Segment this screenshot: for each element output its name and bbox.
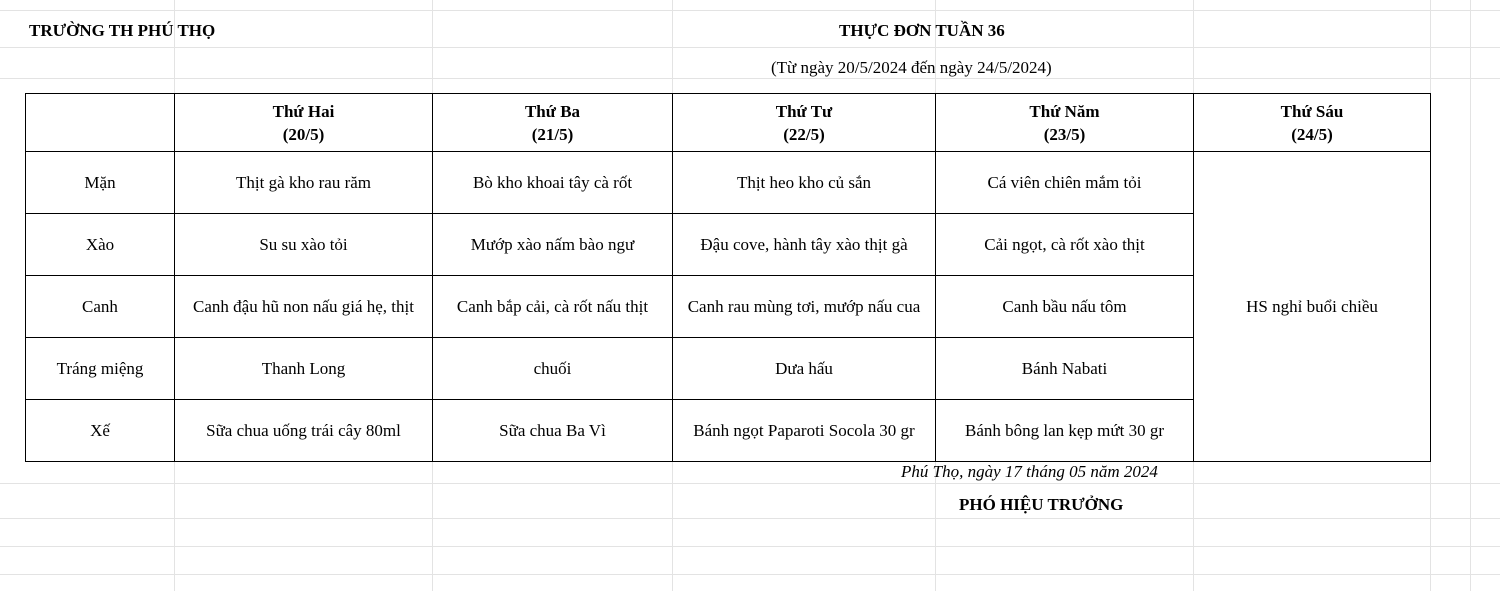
menu-cell[interactable]: Canh rau mùng tơi, mướp nấu cua <box>673 276 936 338</box>
date-range: (Từ ngày 20/5/2024 đến ngày 24/5/2024) <box>771 58 1052 77</box>
weekly-menu-table <box>25 93 1431 462</box>
menu-cell[interactable]: Thịt gà kho rau răm <box>175 152 433 214</box>
day-name: Thứ Ba <box>524 101 581 121</box>
row-label[interactable]: Xế <box>26 400 175 462</box>
column-header-tue[interactable] <box>433 94 673 152</box>
menu-cell[interactable]: Dưa hấu <box>673 338 936 400</box>
menu-cell[interactable]: Bò kho khoai tây cà rốt <box>433 152 673 214</box>
row-label[interactable]: Tráng miệng <box>26 338 175 400</box>
menu-cell[interactable]: Bánh Nabati <box>936 338 1194 400</box>
menu-cell[interactable]: Bánh ngọt Paparoti Socola 30 gr <box>673 400 936 462</box>
school-name: TRƯỜNG TH PHÚ THỌ <box>29 21 216 40</box>
menu-cell[interactable]: Sữa chua uống trái cây 80ml <box>175 400 433 462</box>
column-header-thu[interactable] <box>936 94 1194 152</box>
place-date: Phú Thọ, ngày 17 tháng 05 năm 2024 <box>901 462 1158 481</box>
menu-cell[interactable]: Thịt heo kho củ sắn <box>673 152 936 214</box>
menu-cell[interactable]: Đậu cove, hành tây xào thịt gà <box>673 214 936 276</box>
menu-cell[interactable]: Cải ngọt, cà rốt xào thịt <box>936 214 1194 276</box>
table-row <box>26 152 1431 214</box>
day-name: Thứ Năm <box>1029 101 1100 121</box>
menu-cell[interactable]: Mướp xào nấm bào ngư <box>433 214 673 276</box>
day-name: Thứ Tư <box>775 101 833 121</box>
day-date: (20/5) <box>282 124 325 144</box>
row-label[interactable]: Mặn <box>26 152 175 214</box>
menu-cell[interactable]: Cá viên chiên mắm tỏi <box>936 152 1194 214</box>
day-name: Thứ Sáu <box>1280 101 1344 121</box>
day-date: (23/5) <box>1043 124 1086 144</box>
column-header-wed[interactable] <box>673 94 936 152</box>
menu-cell[interactable]: chuối <box>433 338 673 400</box>
row-label[interactable]: Canh <box>26 276 175 338</box>
menu-cell[interactable]: Thanh Long <box>175 338 433 400</box>
signer-title: PHÓ HIỆU TRƯỞNG <box>959 495 1124 514</box>
menu-title: THỰC ĐƠN TUẦN 36 <box>839 21 1005 40</box>
menu-cell[interactable]: Sữa chua Ba Vì <box>433 400 673 462</box>
corner-cell[interactable] <box>26 94 175 152</box>
column-header-fri[interactable] <box>1194 94 1431 152</box>
header-row <box>26 94 1431 152</box>
day-name: Thứ Hai <box>272 101 335 121</box>
friday-note-cell[interactable]: HS nghỉ buổi chiều <box>1194 152 1431 462</box>
menu-cell[interactable]: Su su xào tỏi <box>175 214 433 276</box>
day-date: (22/5) <box>783 124 825 144</box>
day-date: (21/5) <box>531 124 574 144</box>
row-label[interactable]: Xào <box>26 214 175 276</box>
menu-cell[interactable]: Canh bầu nấu tôm <box>936 276 1194 338</box>
menu-cell[interactable]: Canh đậu hũ non nấu giá hẹ, thịt <box>175 276 433 338</box>
column-header-mon[interactable] <box>175 94 433 152</box>
day-date: (24/5) <box>1291 124 1333 144</box>
menu-cell[interactable]: Canh bắp cải, cà rốt nấu thịt <box>433 276 673 338</box>
menu-cell[interactable]: Bánh bông lan kẹp mứt 30 gr <box>936 400 1194 462</box>
